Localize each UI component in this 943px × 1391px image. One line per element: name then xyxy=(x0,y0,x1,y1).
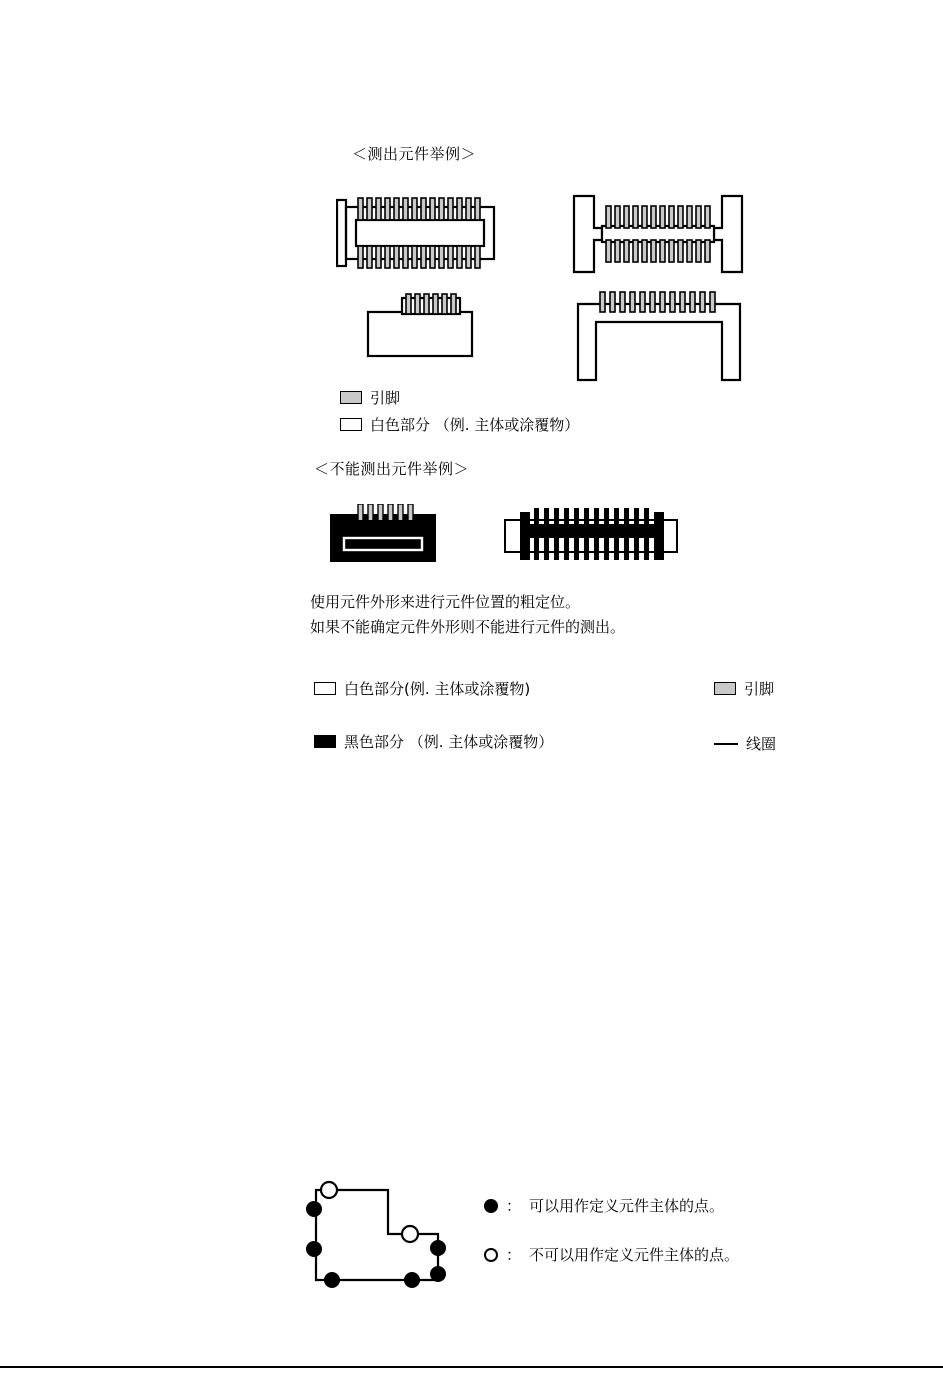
legend-label-coil: 线圈 xyxy=(746,735,777,753)
legend-item-lead-2 xyxy=(714,678,774,699)
figure-detectable-2 xyxy=(572,194,744,276)
point-legend-separator-1: ： xyxy=(506,1197,522,1215)
point-legend-item-usable xyxy=(484,1195,724,1216)
filled-dot-icon xyxy=(484,1199,498,1213)
figure-detectable-1 xyxy=(336,196,504,274)
section-heading-undetectable: ＜不能测出元件举例＞ xyxy=(314,460,470,478)
white-swatch xyxy=(340,418,362,431)
point-legend-label-not-usable: 不可以用作定义元件主体的点。 xyxy=(529,1246,740,1264)
figure-body-points xyxy=(296,1176,462,1300)
line-swatch xyxy=(714,743,738,745)
legend-label-lead-2: 引脚 xyxy=(744,680,775,698)
paragraph-line-1: 使用元件外形来进行元件位置的粗定位。 xyxy=(310,593,581,611)
legend-item-black-body xyxy=(314,731,553,752)
point-legend-separator-2: ： xyxy=(506,1246,522,1264)
legend-label-white-body: 白色部分 （例. 主体或涂覆物） xyxy=(370,416,580,434)
paragraph-line-2: 如果不能确定元件外形则不能进行元件的测出。 xyxy=(310,618,626,636)
legend-label-black-body: 黑色部分 （例. 主体或涂覆物） xyxy=(344,733,554,751)
legend-label-lead: 引脚 xyxy=(370,389,401,407)
gray-swatch xyxy=(714,682,736,695)
legend-label-white-body-2: 白色部分(例. 主体或涂覆物) xyxy=(344,680,531,698)
figure-undetectable-2 xyxy=(504,506,678,562)
point-legend-item-not-usable xyxy=(484,1244,739,1265)
open-dot-icon xyxy=(484,1248,498,1262)
black-swatch xyxy=(314,735,336,748)
legend-item-coil xyxy=(714,733,776,754)
point-legend-label-usable: 可以用作定义元件主体的点。 xyxy=(529,1197,725,1215)
legend-item-lead xyxy=(340,387,400,408)
figure-detectable-4 xyxy=(574,290,744,382)
figure-detectable-3 xyxy=(366,292,478,358)
gray-swatch xyxy=(340,391,362,404)
page-bottom-rule xyxy=(0,1366,943,1368)
white-swatch xyxy=(314,682,336,695)
legend-item-white-body xyxy=(340,414,579,435)
legend-item-white-body-2 xyxy=(314,678,530,699)
figure-undetectable-1 xyxy=(330,504,436,562)
section-heading-detectable: ＜测出元件举例＞ xyxy=(352,145,477,163)
